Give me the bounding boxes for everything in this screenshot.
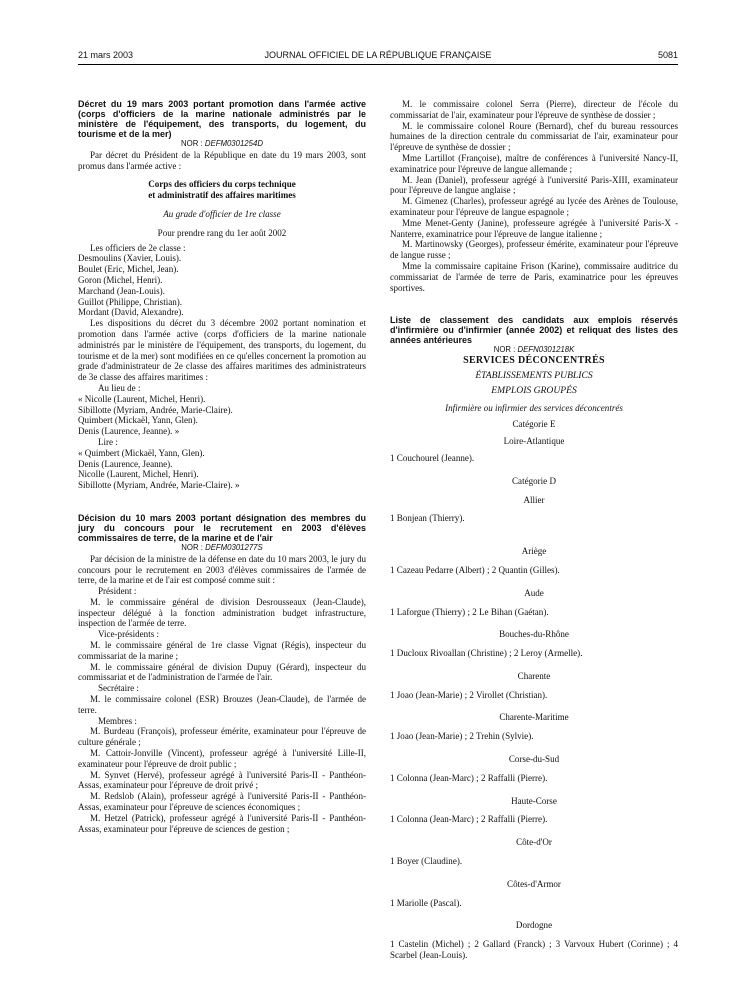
dept-name: Aude (524, 587, 544, 598)
list-item: Goron (Michel, Henri). (78, 274, 163, 285)
vp-entry: M. le commissaire général de 1re classe Vignat (Régis), inspecteur du commissariat de la marine ; (78, 640, 366, 661)
dept-name: Côtes-d'Armor (507, 878, 561, 889)
membre-entry: Mme la commissaire capitaine Frison (Karine), commissaire auditrice du commissariat de l'armée de terre de Paris, examinatrice pour les épreuves sportives. (390, 260, 678, 293)
nor-code: DEFM0301277S (205, 542, 263, 552)
membre-entry: M. Gimenez (Charles), professeur agrégé au lycée des Arènes de Toulouse, examinateur pour l'épreuve de langue espagnole ; (390, 196, 678, 217)
membre-entry: M. Burdeau (François), professeur émérite, examinateur pour l'épreuve de culture générale ; (78, 726, 366, 748)
list-item: Quimbert (Mickaël, Yann, Glen). (78, 415, 198, 426)
list-item: Nicolle (Laurent, Michel, Henri). (78, 469, 199, 480)
page-header (78, 50, 678, 64)
old-names (78, 394, 366, 437)
dept-line: 1 Cazeau Pedarre (Albert) ; 2 Quantin (Gilles). (390, 564, 560, 575)
list-item: Sibillotte (Myriam, Andrée, Marie-Claire). (78, 404, 233, 415)
dept-line: 1 Ducloux Rivoallan (Christine) ; 2 Leroy (Armelle). (390, 648, 583, 659)
dept-name: Charente-Maritime (499, 712, 569, 723)
dept-line: 1 Couchourel (Jeanne). (390, 452, 475, 463)
categorie-d: Catégorie D (512, 475, 556, 486)
membre-entry: M. Martinowsky (Georges), professeur émérite, examinateur pour l'épreuve de langue russe ; (390, 239, 678, 261)
list-item: Guillot (Philippe, Christian). (78, 296, 183, 307)
membre-entry: M. le commissaire colonel Roure (Bernard), chef du bureau ressources humaines de la direction centrale du commissariat de l'air, examinateur pour l'épreuve de synthèse de dossier ; (390, 120, 678, 153)
list-item: Denis (Laurence, Jeanne). » (78, 426, 180, 437)
header-page-number: 5081 (657, 50, 678, 60)
grade-line: Au grade d'officier de 1re classe (163, 208, 281, 219)
membre-entry: M. Cattoir-Jonville (Vincent), professeur agrégé à l'université Lille-II, examinateur pour l'épreuve de droit public ; (78, 748, 366, 769)
dept-line: 1 Castelin (Michel) ; 2 Gallard (Franck) ; 3 Varvoux Hubert (Corinne) ; 4 Scarbel (Jean-Louis). (390, 939, 678, 961)
dept-line: 1 Colonna (Jean-Marc) ; 2 Raffalli (Pierre). (390, 814, 548, 825)
secretaire-label: Secrétaire : (98, 683, 139, 694)
list-item: Denis (Laurence, Jeanne). (78, 458, 173, 469)
dept-name: Dordogne (515, 920, 553, 931)
dept-name: Corse-du-Sud (508, 754, 560, 765)
left-column (78, 99, 366, 834)
dept-name: Charente (517, 670, 551, 681)
membre-entry: M. Hetzel (Patrick), professeur agrégé à l'université Paris-II - Panthéon-Assas, examinateur pour l'épreuve de sciences de gestion ; (78, 812, 366, 834)
nor-code: DEFM0301254D (204, 139, 263, 148)
nor-label: NOR : (181, 139, 205, 148)
membre-entry: Mme Menet-Genty (Janine), professeure agrégée à l'université Paris-X - Nanterre, examinatrice pour l'épreuve de langue italienne ; (390, 217, 678, 239)
list-item: Marchand (Jean-Louis). (78, 285, 165, 296)
au-lieu-de: Au lieu de : (98, 382, 141, 393)
infirmiere-heading: Infirmière ou infirmier des services déconcentrés (445, 402, 623, 413)
header-date: 21 mars 2003 (78, 50, 134, 60)
decision-title: Décision du 10 mars 2003 portant désignation des membres du jury du concours pour le recrutement en 2003 d'élèves commissaires de terre, de la marine et de l'air (78, 512, 366, 543)
dept-name: Loire-Atlantique (503, 436, 565, 447)
membre-entry: M. le commissaire colonel Serra (Pierre), directeur de l'école du commissariat de l'air, examinateur pour l'épreuve de synthèse de dossier ; (390, 99, 678, 120)
promoted-names (78, 253, 366, 318)
dept-name: Ariège (521, 546, 547, 557)
services-heading: SERVICES DÉCONCENTRÉS (463, 355, 605, 367)
officiers-line: Les officiers de 2e classe : (90, 242, 186, 253)
dept-name: Bouches-du-Rhône (499, 629, 569, 640)
list-item: « Quimbert (Mickaël, Yann, Glen). (78, 447, 205, 458)
right-column (390, 99, 678, 961)
new-names (78, 448, 366, 491)
dept-name: Côte-d'Or (516, 837, 552, 848)
dept-line: 1 Colonna (Jean-Marc) ; 2 Raffalli (Pierre). (390, 772, 548, 783)
header-journal-title: JOURNAL OFFICIEL DE LA RÉPUBLIQUE FRANÇAISE (264, 50, 492, 60)
etablissements-heading: ÉTABLISSEMENTS PUBLICS (475, 369, 593, 381)
nor-code: DEFN0301218K (517, 345, 575, 355)
dept-line: 1 Boyer (Claudine). (390, 856, 463, 867)
categorie-e: Catégorie E (512, 419, 556, 430)
dept-line: 1 Bonjean (Thierry). (390, 513, 465, 524)
list-item: Sibillotte (Myriam, Andrée, Marie-Claire). » (78, 480, 240, 491)
membre-entry: Mme Lartillot (Françoise), maître de conférences à l'université Nancy-II, examinatrice pour l'épreuve de langue allemande ; (390, 152, 678, 174)
list-item: Mordant (David, Alexandre). (78, 307, 184, 318)
membre-entry: M. Redslob (Alain), professeur agrégé à l'université Paris-II - Panthéon-Assas, examinateur pour l'épreuve de sciences économiques ; (78, 791, 366, 813)
rang-line: Pour prendre rang du 1er août 2002 (157, 227, 287, 238)
secretaire-entry: M. le commissaire colonel (ESR) Brouzes (Jean-Claude), de l'armée de terre. (78, 694, 366, 715)
decision-intro: Par décision de la ministre de la défense en date du 10 mars 2003, le jury du concours pour le recrutement en 2003 d'élèves commissaires de l'armée de terre, de la marine et de l'air est composé comme suit : (78, 553, 366, 586)
dept-line: 1 Joao (Jean-Marie) ; 2 Trehin (Sylvie). (390, 731, 534, 742)
vp-entry: M. le commissaire général de division Dupuy (Gérard), inspecteur du commissariat et de l'administration de l'armée de l'air. (78, 661, 366, 683)
membre-entry: M. Jean (Daniel), professeur agrégé à l'université Paris-XIII, examinateur pour l'épreuve de langue anglaise ; (390, 174, 678, 196)
vp-label: Vice-présidents : (98, 629, 160, 640)
dept-line: 1 Mariolle (Pascal). (390, 897, 462, 908)
membre-entry: M. Synvet (Hervé), professeur agrégé à l'université Paris-II - Panthéon-Assas, examinateur pour l'épreuve de droit privé ; (78, 769, 366, 791)
decret-intro: Par décret du Président de la République en date du 19 mars 2003, sont promus dans l'armée active : (78, 149, 366, 171)
corps-line-1: Corps des officiers du corps technique (148, 179, 296, 190)
president-entry: M. le commissaire général de division Desrousseaux (Jean-Claude), inspecteur délégué à la fonction administration budget infrastructure, inspection de l'armée de terre. (78, 596, 366, 629)
list-item: Desmoulins (Xavier, Louis). (78, 253, 182, 264)
header-rule (78, 64, 678, 65)
list-item: « Nicolle (Laurent, Michel, Henri). (78, 393, 206, 404)
membres-label: Membres : (98, 715, 137, 726)
decret-title: Décret du 19 mars 2003 portant promotion dans l'armée active (corps d'officiers de la marine nationale administrés par le ministère de l'équipement, des transports, du logement, du tourisme et de la mer) (78, 99, 366, 139)
liste-title: Liste de classement des candidats aux emplois réservés d'infirmière ou d'infirmier (année 2002) et reliquat des listes des années antérieures (390, 315, 678, 346)
nor-label: NOR : (493, 345, 518, 355)
corps-line-2: et administratif des affaires maritimes (148, 190, 296, 201)
dept-name: Haute-Corse (511, 795, 557, 806)
lire-label: Lire : (98, 436, 118, 447)
president-label: Président : (98, 586, 137, 597)
decret-nor (78, 139, 366, 150)
dept-line: 1 Joao (Jean-Marie) ; 2 Virollet (Christian). (390, 689, 548, 700)
emplois-heading: EMPLOIS GROUPÉS (491, 384, 577, 396)
list-item: Boulet (Eric, Michel, Jean). (78, 264, 179, 275)
nor-label: NOR : (181, 542, 206, 552)
decision-nor (78, 543, 366, 554)
dispositions-paragraph: Les dispositions du décret du 3 décembre 2002 portant nomination et promotion dans l'armée active (corps d'officiers de la marine nationale administrés par le ministère de l'équipement, des transports, du logement, du tourisme et de la mer) sont modifiées en ce qu'elles concernent la promotion au grade d'administrateur de 2e classe des affaires maritimes des administrateurs de 3e classe des affaires maritimes : (78, 318, 366, 383)
dept-name: Allier (523, 494, 545, 505)
dept-line: 1 Laforgue (Thierry) ; 2 Le Bihan (Gaétan). (390, 606, 549, 617)
